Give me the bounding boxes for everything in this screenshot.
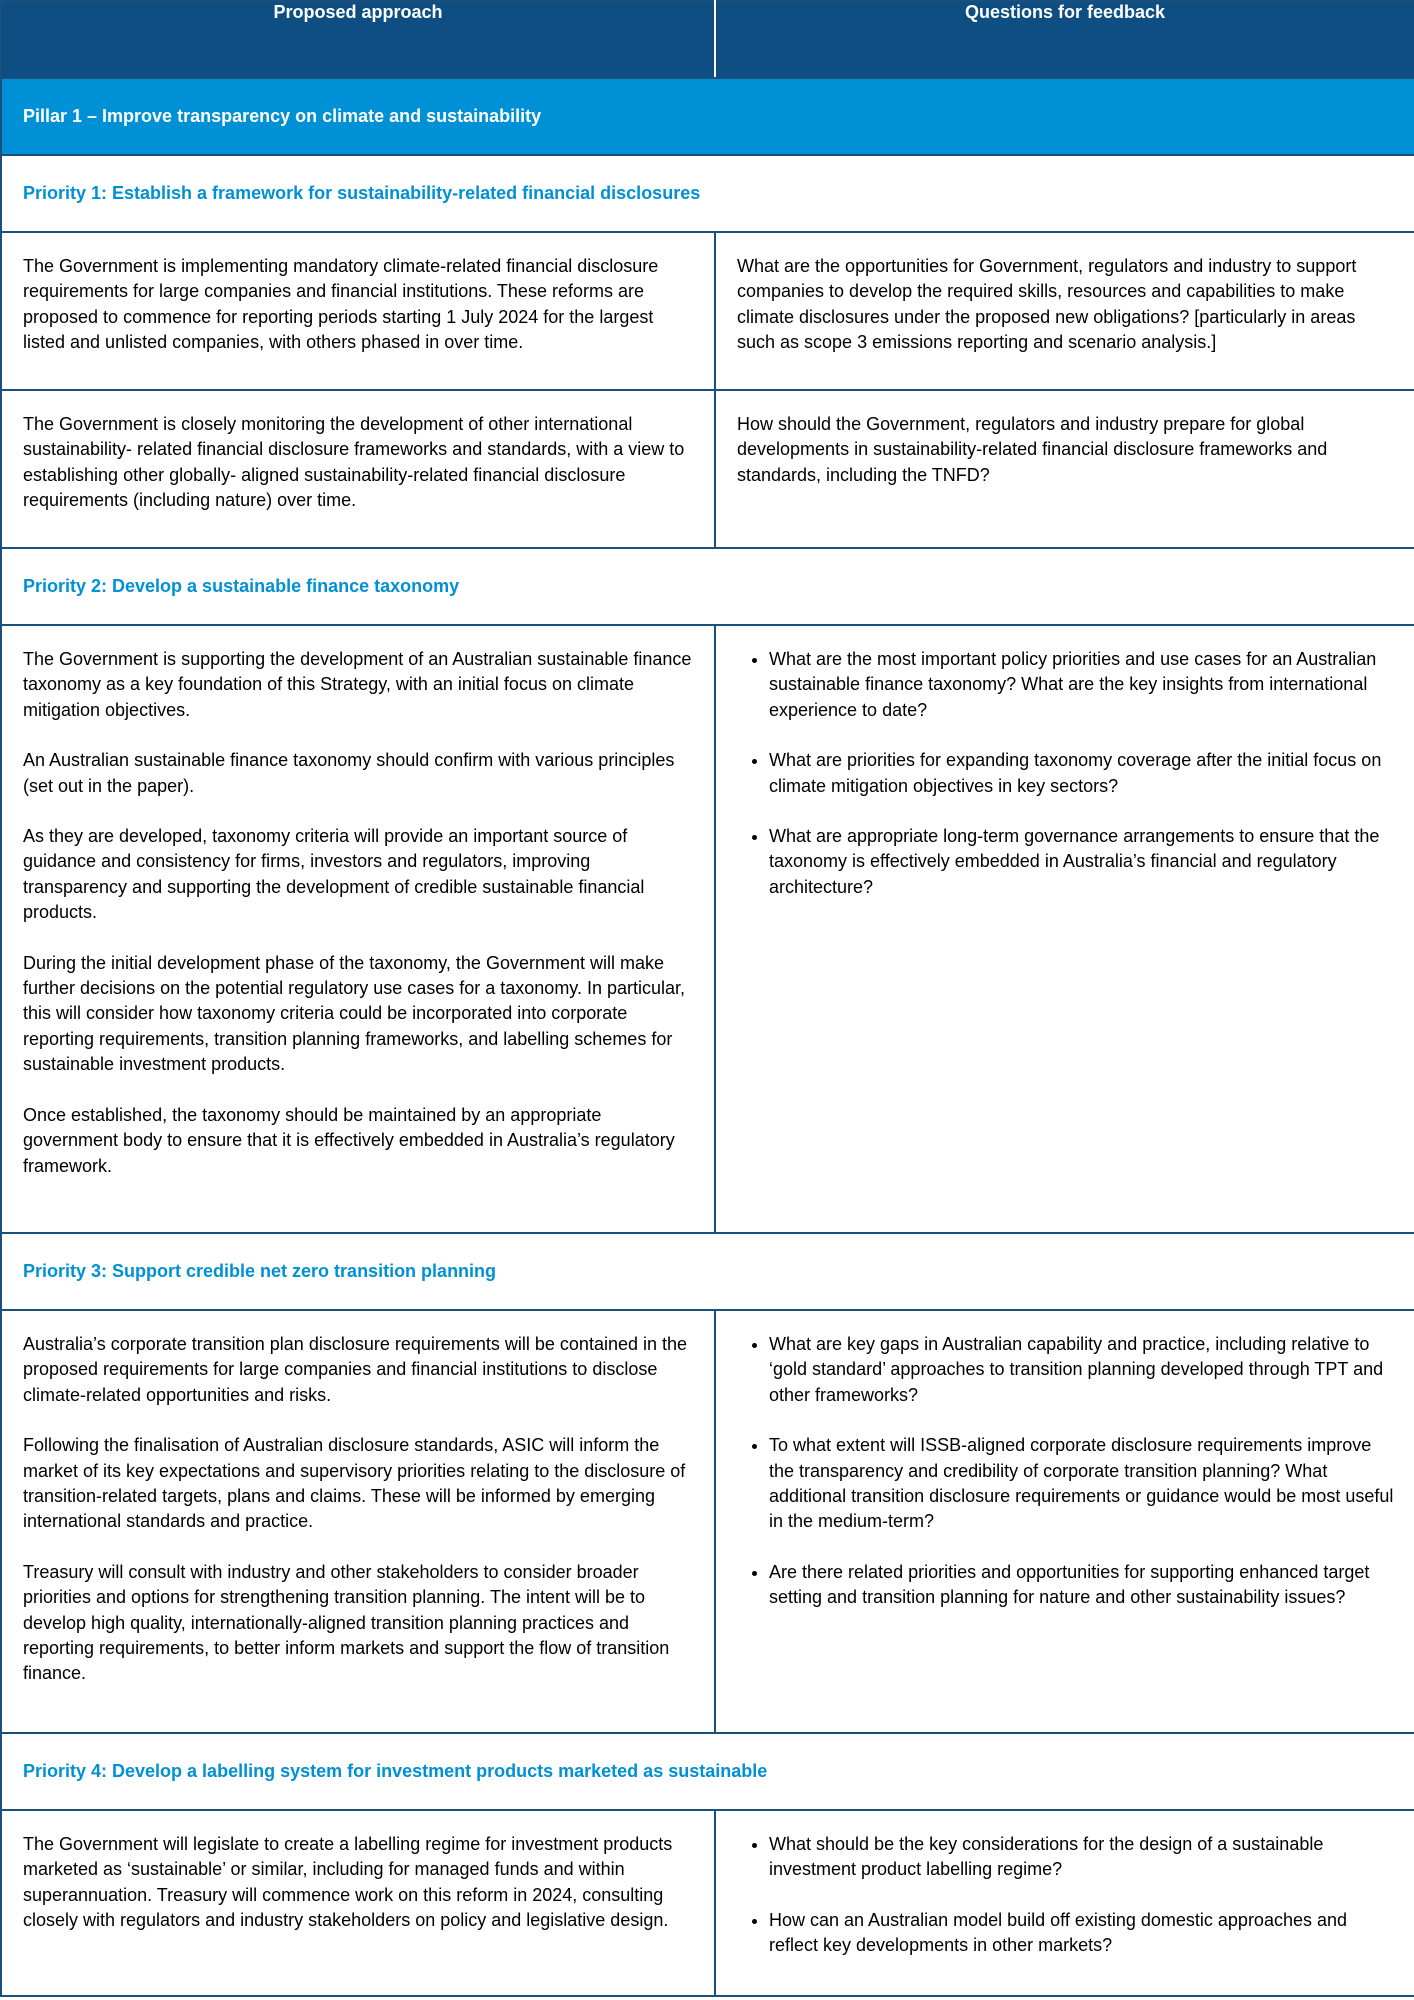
priority-3-title: Priority 3: Support credible net zero transition planning	[1, 1233, 1414, 1310]
priority-1-row-1	[1, 232, 1414, 390]
question-item: • What are key gaps in Australian capability and practice, including relative to ‘gold standard’ approaches to transition planning developed through TPT and other frameworks?	[769, 1332, 1396, 1408]
priority-4-title: Priority 4: Develop a labelling system for investment products marketed as sustainable	[1, 1733, 1414, 1810]
header-proposed-approach: Proposed approach	[1, 1, 715, 78]
approach-cell	[1, 625, 715, 1233]
approach-paragraph: Once established, the taxonomy should be maintained by an appropriate government body to ensure that it is effectively embedded in Australia’s regulatory framework.	[23, 1104, 675, 1176]
question-text: How should the Government, regulators and industry prepare for global developments in sustainability-related financial disclosure frameworks and standards, including the TNFD?	[737, 414, 1328, 485]
question-cell	[715, 390, 1414, 548]
priority-row	[1, 1233, 1414, 1310]
pillar-row	[1, 78, 1414, 155]
question-text: What are the opportunities for Government, regulators and industry to support companies to develop the required skills, resources and capabilities to make climate disclosures under the proposed new obligations? [particularly in areas such as scope 3 emissions reporting and scenario analysis.]	[737, 256, 1357, 353]
question-cell	[715, 232, 1414, 390]
question-list	[737, 1832, 1396, 1959]
approach-cell	[1, 1810, 715, 1996]
question-item: • Are there related priorities and opportunities for supporting enhanced target setting and transition planning for nature and other sustainability issues?	[769, 1560, 1396, 1611]
question-item: • What are appropriate long-term governance arrangements to ensure that the taxonomy is effectively embedded in Australia’s financial and regulatory architecture?	[769, 824, 1396, 900]
priority-row	[1, 1733, 1414, 1810]
question-item: • What should be the key considerations for the design of a sustainable investment product labelling regime?	[769, 1832, 1396, 1883]
priority-1-row-2	[1, 390, 1414, 548]
approach-text: The Government is implementing mandatory climate-related financial disclosure requirements for large companies and financial institutions. These reforms are proposed to commence for reporting periods starting 1 July 2024 for the largest listed and unlisted companies, with others phased in over time.	[23, 256, 659, 353]
header-row	[1, 1, 1414, 78]
approach-cell	[1, 1310, 715, 1733]
priority-4-row	[1, 1810, 1414, 1996]
approach-paragraph: Treasury will consult with industry and other stakeholders to consider broader priorities and options for strengthening transition planning. The intent will be to develop high quality, internationally-aligned transition planning practices and reporting requirements, to better inform markets and support the flow of transition finance.	[23, 1561, 670, 1684]
approach-paragraph: The Government is supporting the development of an Australian sustainable finance taxonomy as a key foundation of this Strategy, with an initial focus on climate mitigation objectives.	[23, 649, 692, 720]
approach-paragraph: The Government will legislate to create a labelling regime for investment products marketed as ‘sustainable’ or similar, including for managed funds and within superannuation. Treasury will commence work on this reform in 2024, consulting closely with regulators and industry stakeholders on policy and legislative design.	[23, 1834, 673, 1931]
question-list	[737, 647, 1396, 900]
approach-cell	[1, 390, 715, 548]
approach-paragraph: An Australian sustainable finance taxonomy should confirm with various principles (set out in the paper).	[23, 750, 675, 796]
question-cell	[715, 625, 1414, 1233]
approach-cell	[1, 232, 715, 390]
question-cell	[715, 1310, 1414, 1733]
approach-paragraph: Australia’s corporate transition plan disclosure requirements will be contained in the proposed requirements for large companies and financial institutions to disclose climate-related opportunities and risks.	[23, 1334, 688, 1405]
approach-paragraph: Following the finalisation of Australian disclosure standards, ASIC will inform the market of its key expectations and supervisory priorities relating to the disclosure of transition-related targets, plans and claims. These will be informed by emerging international standards and practice.	[23, 1435, 686, 1532]
question-item: • How can an Australian model build off existing domestic approaches and reflect key developments in other markets?	[769, 1908, 1396, 1959]
approach-paragraph: As they are developed, taxonomy criteria will provide an important source of guidance and consistency for firms, investors and regulators, improving transparency and supporting the development of credible sustainable financial products.	[23, 826, 645, 923]
approach-text: The Government is closely monitoring the development of other international sustainability- related financial disclosure frameworks and standards, with a view to establishing other globally- aligned sustainability-related financial disclosure requirements (including nature) over time.	[23, 414, 685, 511]
priority-1-title: Priority 1: Establish a framework for sustainability-related financial disclosures	[1, 155, 1414, 232]
approach-paragraph: During the initial development phase of the taxonomy, the Government will make further decisions on the potential regulatory use cases for a taxonomy. In particular, this will consider how taxonomy criteria could be incorporated into corporate reporting requirements, transition planning frameworks, and labelling schemes for sustainable investment products.	[23, 952, 686, 1075]
priority-3-row	[1, 1310, 1414, 1733]
priority-row	[1, 155, 1414, 232]
question-item: • What are the most important policy priorities and use cases for an Australian sustainable finance taxonomy? What are the key insights from international experience to date?	[769, 647, 1396, 723]
header-questions-for-feedback: Questions for feedback	[715, 1, 1414, 78]
priority-2-row	[1, 625, 1414, 1233]
question-list	[737, 1332, 1396, 1611]
question-item: • To what extent will ISSB-aligned corporate disclosure requirements improve the transparency and credibility of corporate transition planning? What additional transition disclosure requirements or guidance would be most useful in the medium-term?	[769, 1433, 1396, 1535]
priority-2-title: Priority 2: Develop a sustainable finance taxonomy	[1, 548, 1414, 625]
priority-row	[1, 548, 1414, 625]
question-item: • What are priorities for expanding taxonomy coverage after the initial focus on climate mitigation objectives in key sectors?	[769, 748, 1396, 799]
question-cell	[715, 1810, 1414, 1996]
pillar-1-title: Pillar 1 – Improve transparency on climate and sustainability	[1, 78, 1414, 155]
